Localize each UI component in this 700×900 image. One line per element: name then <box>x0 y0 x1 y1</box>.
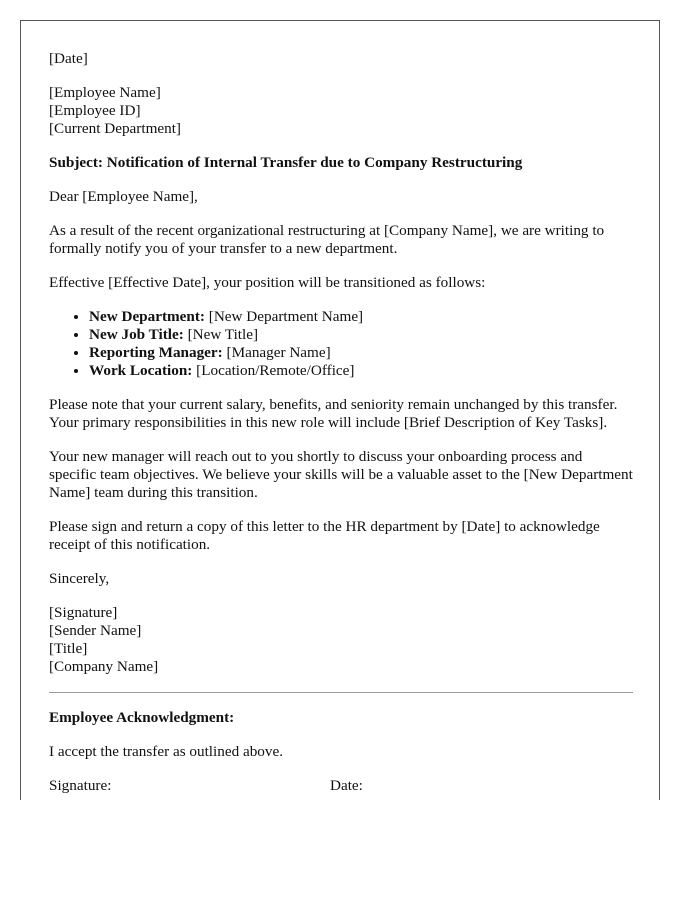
letter-subject: Subject: Notification of Internal Transfer due to Company Restructuring <box>49 154 523 171</box>
manager-paragraph: Your new manager will reach out to you shortly to discuss your onboarding process and specific team objectives. We believe your skills will be a valuable asset to the [New Department Name] team during this transition. <box>49 448 633 501</box>
sender-block <box>49 604 633 676</box>
detail-label: Work Location: <box>89 362 193 379</box>
letter-date: [Date] <box>49 50 88 67</box>
detail-value: [New Title] <box>183 326 259 343</box>
salary-paragraph: Please note that your current salary, benefits, and seniority remain unchanged by this transfer. Your primary responsibilities in this new role will include [Brief Description of Key Tasks]. <box>49 396 618 431</box>
detail-work-location <box>89 362 633 380</box>
letter-body <box>49 50 633 795</box>
detail-new-job-title <box>89 326 633 344</box>
return-paragraph: Please sign and return a copy of this letter to the HR department by [Date] to acknowledge receipt of this notification. <box>49 518 600 553</box>
detail-new-department <box>89 308 633 326</box>
detail-reporting-manager <box>89 344 633 362</box>
detail-label: Reporting Manager: <box>89 344 223 361</box>
detail-value: [New Department Name] <box>204 308 364 325</box>
sender-title: [Title] <box>49 640 88 657</box>
recipient-name: [Employee Name] <box>49 84 161 101</box>
acknowledgment-signature-row <box>49 777 633 795</box>
recipient-department: [Current Department] <box>49 120 181 137</box>
letter-page <box>20 20 660 800</box>
date-label: Date: <box>330 777 363 794</box>
detail-value: [Manager Name] <box>222 344 331 361</box>
signature-label: Signature: <box>49 777 112 794</box>
recipient-id: [Employee ID] <box>49 102 141 119</box>
intro-paragraph: As a result of the recent organizational restructuring at [Company Name], we are writing to formally notify you of your transfer to a new department. <box>49 222 605 257</box>
detail-label: New Department: <box>89 308 205 325</box>
salutation: Dear [Employee Name], <box>49 188 198 205</box>
sender-company: [Company Name] <box>49 658 159 675</box>
acknowledgment-statement: I accept the transfer as outlined above. <box>49 743 284 760</box>
detail-label: New Job Title: <box>89 326 184 343</box>
sender-name: [Sender Name] <box>49 622 142 639</box>
closing: Sincerely, <box>49 570 110 587</box>
detail-value: [Location/Remote/Office] <box>192 362 355 379</box>
recipient-block <box>49 84 633 138</box>
transfer-details-list <box>49 308 633 380</box>
effective-paragraph: Effective [Effective Date], your position will be transitioned as follows: <box>49 274 486 291</box>
acknowledgment-heading: Employee Acknowledgment: <box>49 709 235 726</box>
sender-signature: [Signature] <box>49 604 118 621</box>
section-divider <box>49 692 633 693</box>
